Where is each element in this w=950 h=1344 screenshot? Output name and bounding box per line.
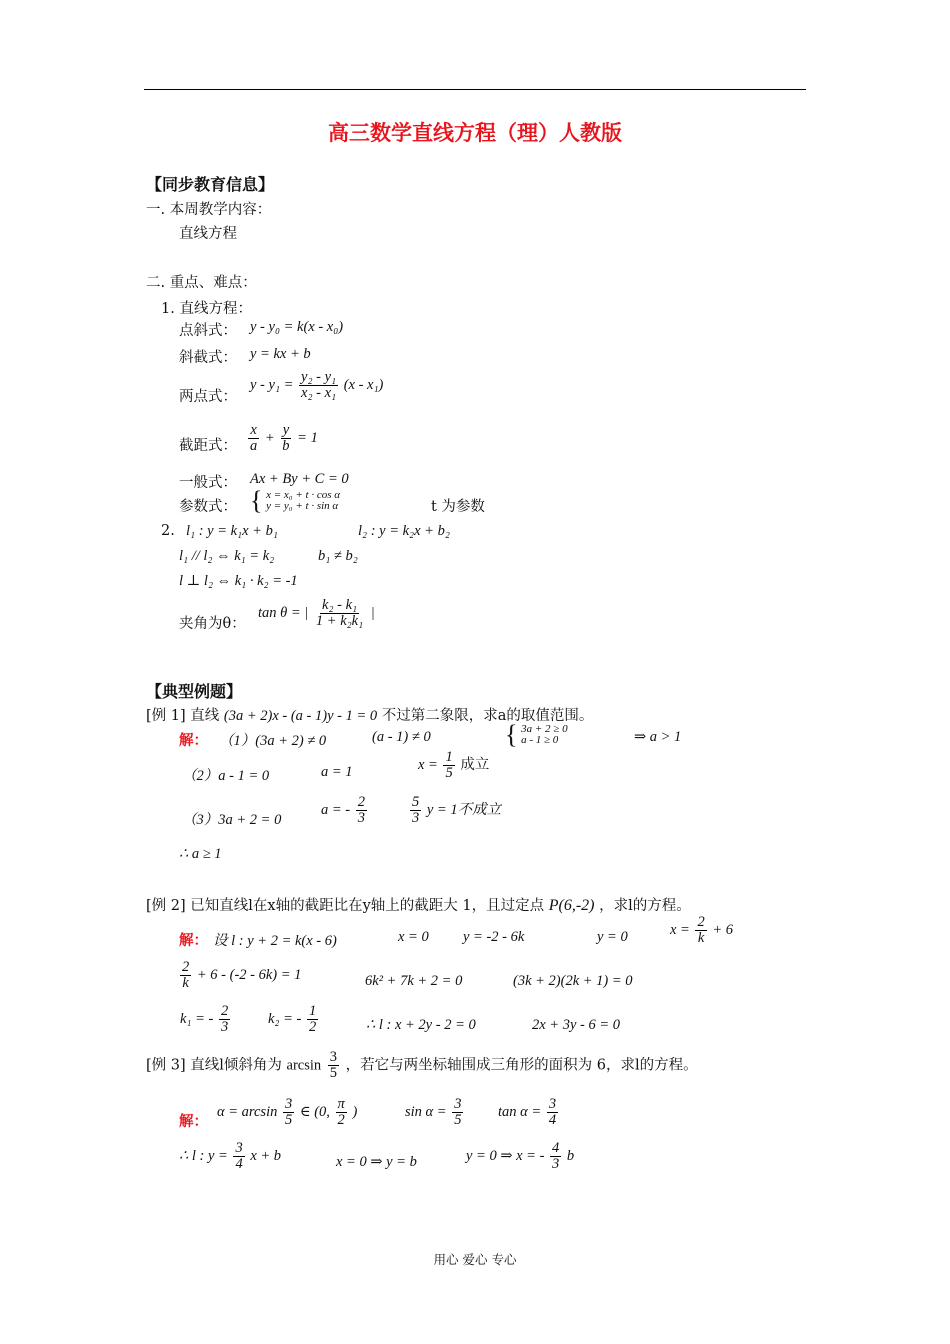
angle-num: k₂ - k₁ bbox=[322, 597, 358, 613]
ex1-rest: 不过第二象限，求a的取值范围。 bbox=[381, 708, 594, 724]
ex1-label: [例 1] 直线 bbox=[146, 708, 220, 724]
general-expr: Ax + By + C = 0 bbox=[250, 471, 349, 487]
parallel-cond: l₁ // l₂ ⇔ k₁ = k₂ bbox=[179, 548, 275, 564]
ex3-yzero-b: b bbox=[566, 1148, 575, 1165]
line-l1: l₁ : y = k₁x + b₁ bbox=[186, 523, 278, 539]
ex3-yzero-num: 4 bbox=[552, 1140, 560, 1156]
ex1-brace: { bbox=[505, 720, 518, 749]
ex3-tan-frac bbox=[547, 1097, 558, 1128]
ex2-rest: ，求l的方程。 bbox=[599, 898, 691, 914]
item1-content: 直线方程 bbox=[179, 226, 237, 242]
ex1-case3c-frac bbox=[410, 795, 421, 826]
ex2-r1d: y = 0 bbox=[597, 929, 628, 945]
ex2-r3a-k1: k₁ = - bbox=[180, 1011, 214, 1028]
ex2-r3a-num: 2 bbox=[220, 1003, 229, 1019]
parametric-brace: { bbox=[250, 486, 263, 515]
ex2-r2-frac bbox=[180, 960, 191, 991]
ex3-tan-den: 4 bbox=[548, 1112, 557, 1129]
point-slope-label: 点斜式： bbox=[179, 323, 237, 339]
two-point-lhs: y - y₁ = bbox=[250, 377, 294, 394]
ex3-sin-frac bbox=[452, 1097, 463, 1128]
ex3-sin-num: 3 bbox=[454, 1096, 462, 1112]
ex3-pi-num: π bbox=[337, 1096, 345, 1112]
section-sync-info: 【同步教育信息】 bbox=[146, 175, 275, 194]
ex3-r1-num: 3 bbox=[284, 1096, 293, 1112]
ex3-sin-den: 5 bbox=[454, 1112, 462, 1129]
ex1-equation: (3a + 2)x - (a - 1)y - 1 = 0 bbox=[223, 708, 378, 724]
ex2-point: P(6,-2) bbox=[548, 897, 595, 914]
ex1-case2a: （2）a - 1 = 0 bbox=[182, 768, 270, 784]
intercept-num1: x bbox=[250, 422, 257, 438]
ex2-r2-den: k bbox=[182, 975, 189, 992]
parallel-b-cond: b₁ ≠ b₂ bbox=[318, 548, 358, 564]
ex1-case2c bbox=[418, 750, 489, 781]
ex1-case1a: （1）(3a + 2) ≠ 0 bbox=[219, 733, 327, 749]
ex3-sin: sin α = bbox=[405, 1104, 447, 1121]
line-l2: l₂ : y = k₂x + b₂ bbox=[358, 523, 450, 539]
ex1-case3-a: a = - bbox=[321, 802, 351, 819]
ex3-tan-num: 3 bbox=[548, 1096, 557, 1112]
parametric-line1: x = x₀ + t · cos α bbox=[266, 489, 341, 501]
ex1-system-lines bbox=[521, 724, 567, 746]
ex1-sys1: 3a + 2 ≥ 0 bbox=[521, 723, 568, 735]
ex3-yzero-frac bbox=[550, 1141, 561, 1172]
ex3-r1-frac bbox=[283, 1097, 294, 1128]
ex2-r3a bbox=[180, 1004, 232, 1035]
ex3-solution-label: 解： bbox=[179, 1113, 208, 1130]
general-label: 一般式： bbox=[179, 475, 237, 491]
intercept-num2: y bbox=[282, 422, 290, 438]
two-point-label: 两点式： bbox=[179, 389, 237, 405]
page-title: 高三数学直线方程（理）人教版 bbox=[328, 121, 622, 145]
angle-fraction bbox=[314, 598, 365, 629]
intercept-den2: b bbox=[282, 438, 290, 455]
ex3-interval-open: ∈ (0, bbox=[299, 1104, 330, 1121]
intercept-den1: a bbox=[250, 438, 258, 455]
ex3-alpha: α = arcsin bbox=[217, 1104, 278, 1121]
ex3-rest: ，若它与两坐标轴围成三角形的面积为 6，求l的方程。 bbox=[345, 1057, 698, 1074]
ex2-r3b-k2: k₂ = - bbox=[268, 1011, 302, 1028]
intercept-frac-x bbox=[248, 423, 259, 454]
ex2-r1e bbox=[670, 915, 733, 946]
angle-den: 1 + k₂k₁ bbox=[315, 613, 364, 630]
ex3-arc-den: 5 bbox=[329, 1065, 337, 1082]
ex3-statement bbox=[146, 1050, 698, 1081]
ex1-case2-den: 5 bbox=[445, 765, 453, 782]
ex2-r3b-num: 1 bbox=[308, 1003, 317, 1019]
ex1-case2-x: x = bbox=[418, 757, 438, 774]
ex1-case3c-den: 3 bbox=[412, 810, 420, 827]
two-point-rhs: (x - x₁) bbox=[343, 377, 384, 394]
ex1-case2-num: 1 bbox=[445, 749, 453, 765]
ex3-arc-frac bbox=[328, 1050, 339, 1081]
angle-lhs: tan θ = | bbox=[258, 605, 309, 622]
ex1-case3b bbox=[321, 795, 369, 826]
ex2-r2-num: 2 bbox=[182, 959, 190, 975]
ex2-r1e-x: x = bbox=[670, 922, 690, 939]
ex2-r1e-den: k bbox=[697, 930, 705, 947]
item2-label: 二. 重点、难点： bbox=[146, 275, 257, 291]
ex3-r2a bbox=[179, 1141, 281, 1172]
ex3-r1e bbox=[498, 1097, 560, 1128]
ex2-label: [例 2] 已知直线l在x轴的截距比在y轴上的截距大 1，且过定点 bbox=[146, 898, 545, 914]
ex3-arc-num: 3 bbox=[329, 1049, 337, 1065]
ex1-case2b: a = 1 bbox=[321, 764, 353, 780]
ex2-r1e-num: 2 bbox=[697, 914, 705, 930]
parametric-note: t 为参数 bbox=[431, 499, 485, 515]
ex2-r3b bbox=[268, 1004, 320, 1035]
intercept-rhs: = 1 bbox=[297, 430, 318, 447]
ex3-tan: tan α = bbox=[498, 1104, 542, 1121]
ex2-r3a-den: 3 bbox=[220, 1019, 229, 1036]
ex1-case3-frac bbox=[356, 795, 367, 826]
ex3-label: [例 3] 直线l倾斜角为 bbox=[146, 1057, 282, 1074]
ex3-pi-frac bbox=[336, 1097, 347, 1128]
intercept-expr bbox=[246, 423, 318, 454]
ex3-line-frac bbox=[233, 1141, 244, 1172]
ex1-conclusion: ∴ a ≥ 1 bbox=[179, 846, 222, 862]
item1-label: 一. 本周教学内容： bbox=[146, 202, 272, 218]
parametric-label: 参数式： bbox=[179, 499, 237, 515]
ex3-r2d bbox=[466, 1141, 574, 1172]
ex3-interval-close: ) bbox=[352, 1104, 358, 1121]
two-point-num: y₂ - y₁ bbox=[301, 369, 337, 385]
sub2-num: 2. bbox=[161, 523, 175, 539]
ex2-statement bbox=[146, 894, 691, 915]
ex2-r1e-frac bbox=[695, 915, 706, 946]
ex3-arcsin: arcsin bbox=[286, 1057, 322, 1074]
section-examples: 【典型例题】 bbox=[146, 682, 243, 701]
ex2-r2c: (3k + 2)(2k + 1) = 0 bbox=[513, 973, 633, 989]
ex1-case3c-text: y = 1不成立 bbox=[426, 802, 502, 819]
page-footer: 用心 爱心 专心 bbox=[433, 1252, 517, 1267]
ex2-solution-label: 解： bbox=[179, 932, 208, 949]
ex2-r3a-frac bbox=[219, 1004, 230, 1035]
slope-intercept-expr: y = kx + b bbox=[250, 346, 311, 362]
ex2-r3b-den: 2 bbox=[308, 1019, 317, 1036]
angle-expr bbox=[258, 598, 375, 629]
ex2-r2a-text: + 6 - (-2 - 6k) = 1 bbox=[196, 967, 302, 984]
ex1-case3-num: 2 bbox=[357, 794, 365, 810]
slope-intercept-label: 斜截式： bbox=[179, 350, 237, 366]
angle-label: 夹角为θ： bbox=[179, 616, 246, 632]
ex1-case3-den: 3 bbox=[357, 810, 365, 827]
ex3-r1-den: 5 bbox=[284, 1112, 293, 1129]
two-point-den: x₂ - x₁ bbox=[301, 385, 337, 402]
ex3-line-den: 4 bbox=[235, 1156, 243, 1173]
ex2-r1c: y = -2 - 6k bbox=[463, 929, 525, 945]
ex1-case2-frac bbox=[443, 750, 454, 781]
ex1-case3c-num: 5 bbox=[412, 794, 420, 810]
ex3-line-num: 3 bbox=[235, 1140, 243, 1156]
ex3-r1a bbox=[217, 1097, 357, 1128]
ex2-r1b: x = 0 bbox=[398, 929, 429, 945]
intercept-plus: + bbox=[264, 430, 275, 447]
two-point-expr bbox=[250, 370, 383, 401]
perp-cond: l ⊥ l₂ ⇔ k₁ · k₂ = -1 bbox=[179, 573, 298, 589]
intercept-label: 截距式： bbox=[179, 438, 237, 454]
ex3-line: ∴ l : y = bbox=[179, 1148, 228, 1165]
header-rule bbox=[144, 89, 806, 90]
parametric-line2: y = y₀ + t · sin α bbox=[266, 500, 339, 512]
intercept-frac-y bbox=[280, 423, 291, 454]
ex2-r1e-plus: + 6 bbox=[712, 922, 734, 939]
ex3-yzero: y = 0 ⇒ x = - bbox=[466, 1148, 545, 1165]
ex1-case1b: (a - 1) ≠ 0 bbox=[372, 729, 431, 745]
ex1-case1-result: ⇒ a > 1 bbox=[634, 729, 682, 745]
ex1-case2-holds: 成立 bbox=[460, 757, 490, 774]
ex3-r2c: x = 0 ⇒ y = b bbox=[336, 1154, 417, 1170]
ex3-yzero-den: 3 bbox=[552, 1156, 560, 1173]
parametric-system bbox=[250, 488, 340, 514]
ex2-r1a: 设 l : y + 2 = k(x - 6) bbox=[213, 933, 337, 949]
ex2-r3d: 2x + 3y - 6 = 0 bbox=[532, 1017, 621, 1033]
ex1-case3a: （3）3a + 2 = 0 bbox=[182, 812, 282, 828]
ex2-r2a bbox=[178, 960, 301, 991]
angle-end: | bbox=[370, 605, 375, 622]
ex1-case3c bbox=[408, 795, 501, 826]
ex3-pi-den: 2 bbox=[337, 1112, 345, 1129]
sub1-label: 1. 直线方程： bbox=[161, 301, 252, 317]
ex1-sys2: a - 1 ≥ 0 bbox=[521, 734, 559, 746]
ex2-r3b-frac bbox=[307, 1004, 318, 1035]
ex3-line-rest: x + b bbox=[250, 1148, 282, 1165]
ex1-solution-label: 解： bbox=[179, 732, 208, 749]
two-point-fraction bbox=[299, 370, 338, 401]
ex3-r1d bbox=[405, 1097, 465, 1128]
ex2-r3c: ∴ l : x + 2y - 2 = 0 bbox=[366, 1017, 476, 1033]
parametric-lines bbox=[266, 490, 340, 512]
ex2-r2b: 6k² + 7k + 2 = 0 bbox=[365, 973, 463, 989]
point-slope-expr: y - y₀ = k(x - x₀) bbox=[250, 319, 344, 335]
ex1-case1-system bbox=[505, 722, 568, 748]
